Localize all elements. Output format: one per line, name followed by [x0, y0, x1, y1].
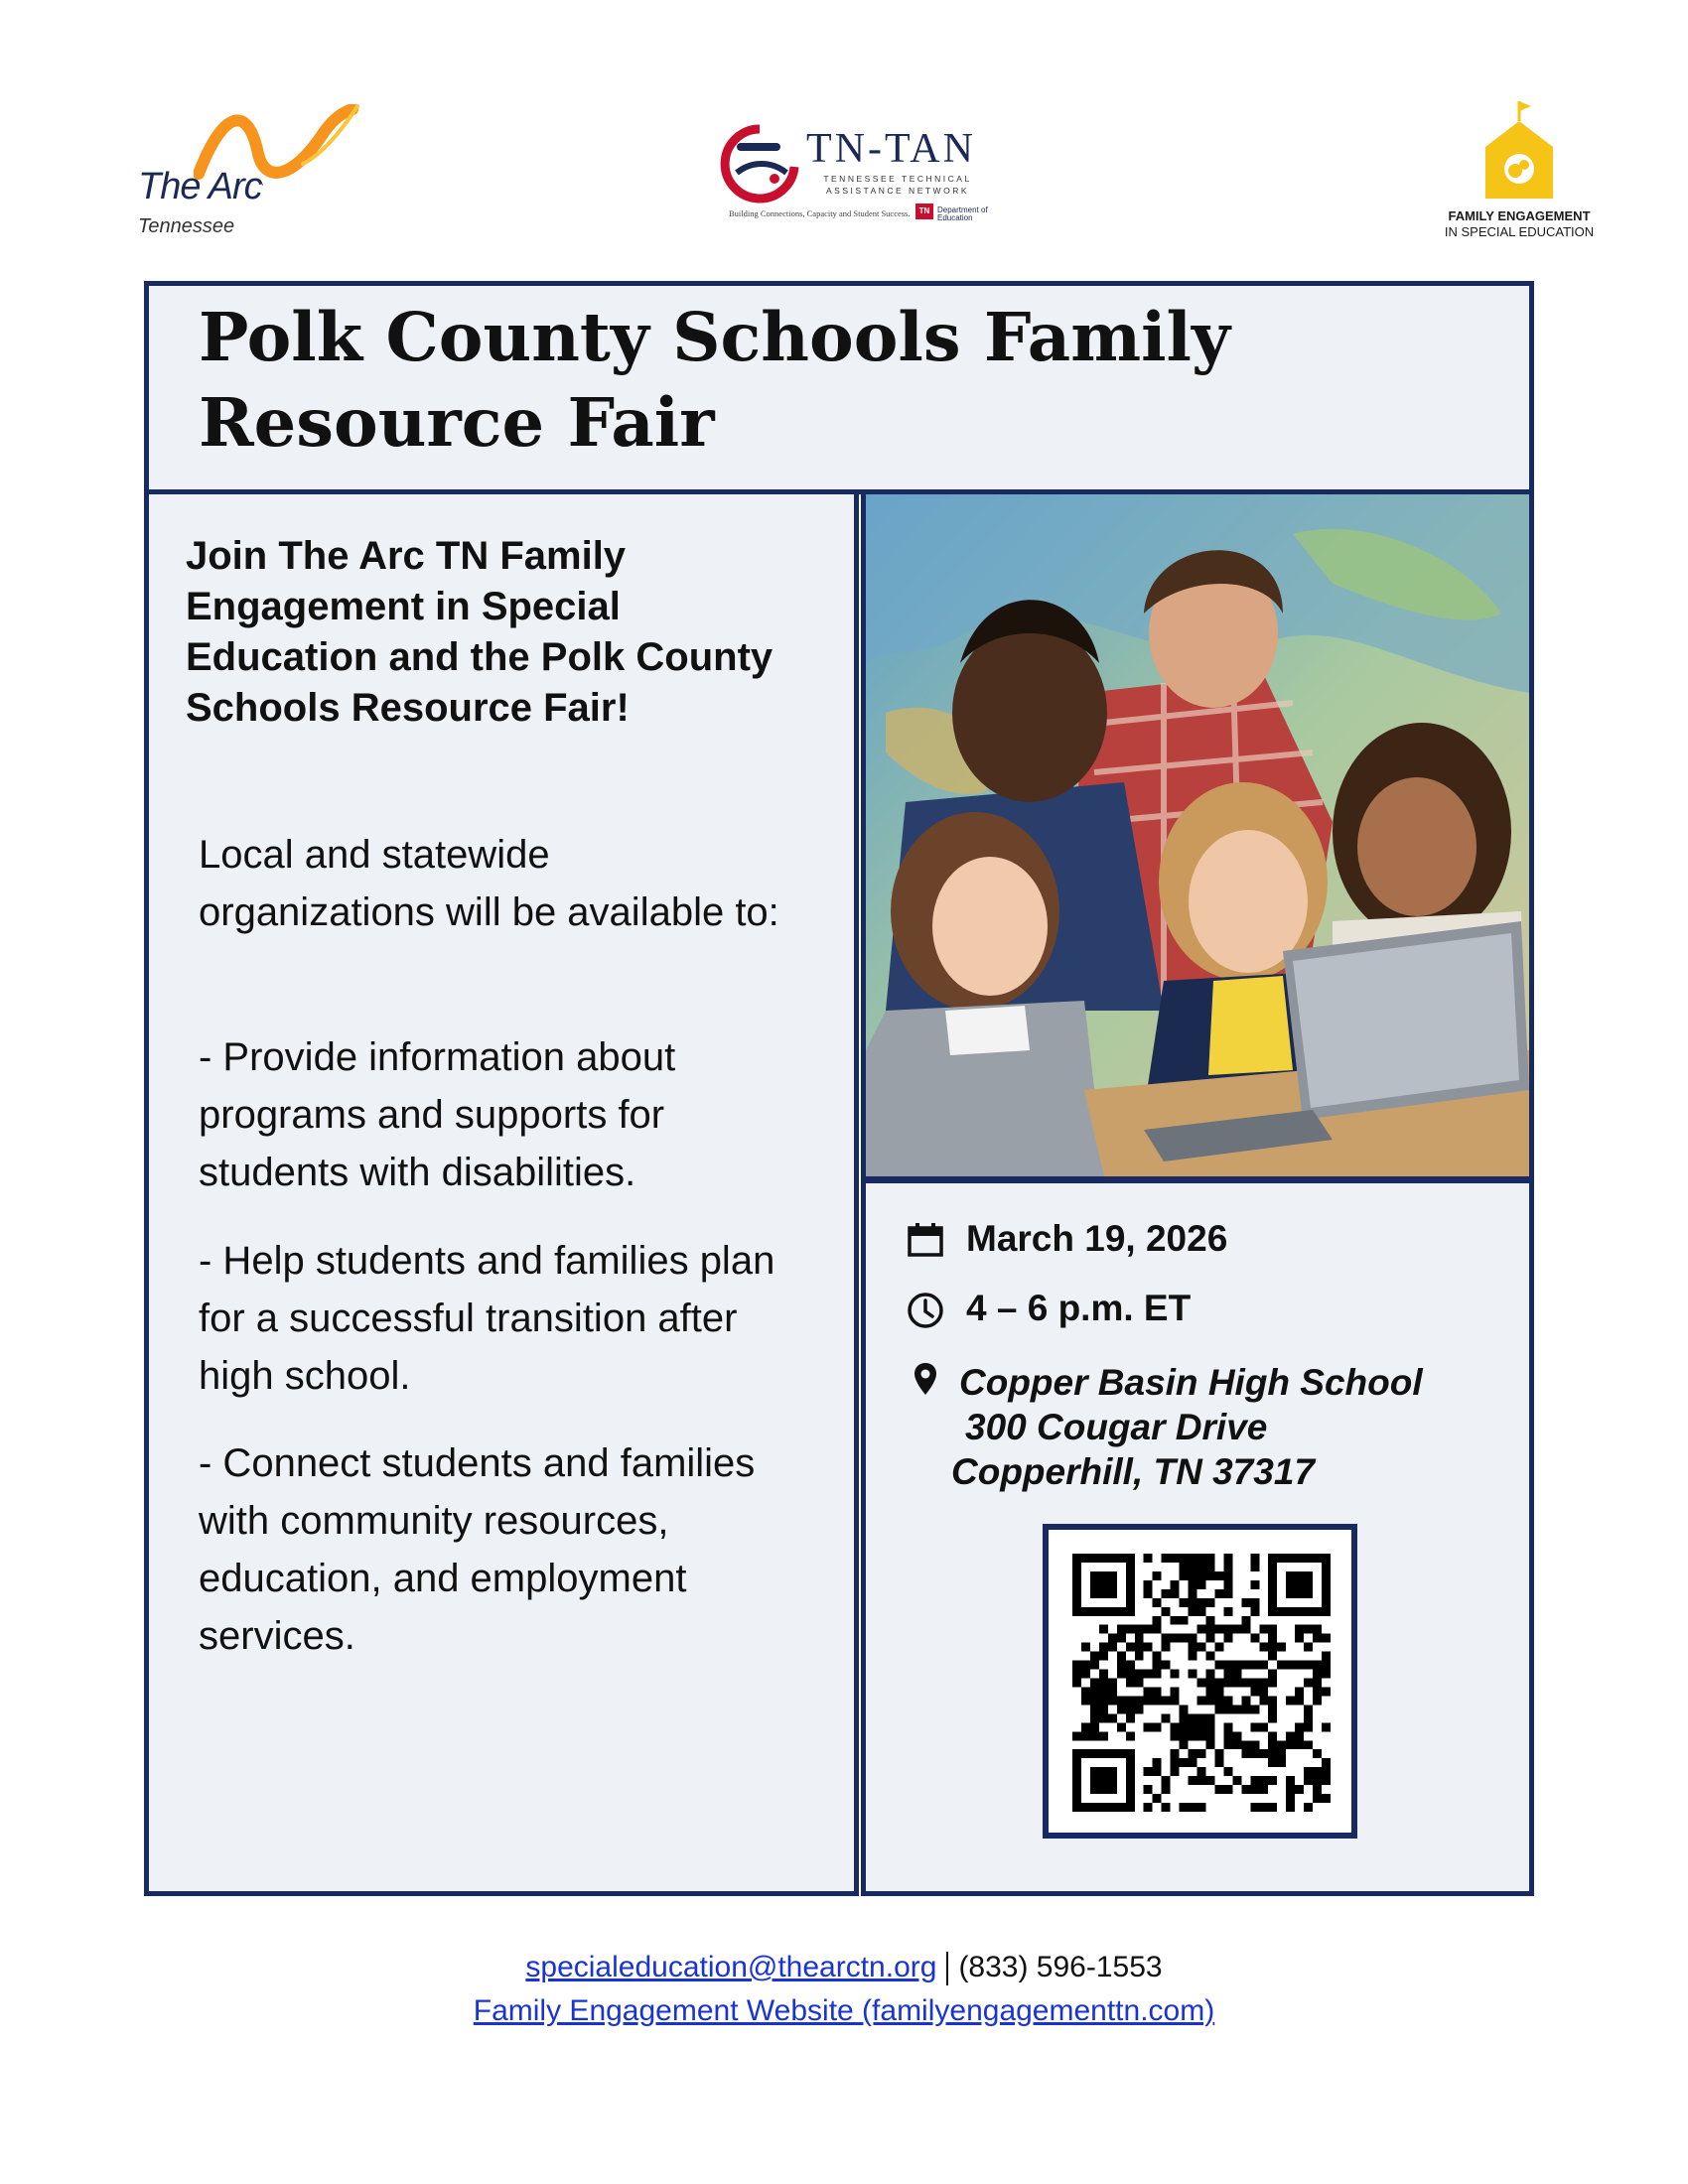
intro-text: Join The Arc TN Family Engagement in Special Education and the Polk County Schools Resource Fair!	[186, 534, 774, 730]
event-time-row	[907, 1288, 1502, 1329]
phone-number: (833) 596-1553	[958, 1951, 1163, 1983]
paragraph-connect: - Connect students and families with community resources, education, and employment services.	[199, 1441, 756, 1658]
qr-code[interactable]	[1043, 1524, 1357, 1839]
website-line	[0, 1989, 1688, 2033]
location-pin-icon	[914, 1362, 937, 1396]
arc-logo-state: Tennessee	[138, 215, 235, 237]
website-link[interactable]: Family Engagement Website (familyengagementtn.com)	[473, 1994, 1215, 2027]
event-address	[951, 1360, 1423, 1494]
paragraph-organizations: Local and statewide organizations will be available to:	[199, 833, 779, 934]
qr-code-icon	[1072, 1554, 1331, 1812]
event-date: March 19, 2026	[966, 1218, 1228, 1259]
paragraph-transition: - Help students and families plan for a successful transition after high school.	[199, 1239, 775, 1398]
city-state-zip: Copperhill, TN 37317	[951, 1451, 1315, 1492]
paragraph-provide-info: - Provide information about programs and supports for students with disabilities.	[199, 1035, 676, 1194]
event-date-row	[907, 1218, 1502, 1260]
family-engagement-logo-text: FAMILY ENGAGEMENT IN SPECIAL EDUCATION	[1444, 208, 1595, 239]
arc-logo-wordmark: The Arc.	[138, 166, 264, 207]
location-name: Copper Basin High School	[959, 1362, 1423, 1403]
the-arc-tennessee-logo	[134, 104, 362, 248]
email-link[interactable]: specialeducation@thearctn.org	[525, 1951, 937, 1983]
contact-line	[0, 1946, 1688, 1989]
students-photo	[861, 489, 1534, 1181]
tn-tan-tagline: Building Connections, Capacity and Student Success.	[729, 208, 911, 218]
tn-tan-subtitle: TENNESSEE TECHNICAL ASSISTANCE NETWORK	[823, 174, 972, 196]
schoolhouse-icon	[1479, 99, 1559, 204]
tn-tan-name: TN-TAN	[806, 126, 976, 172]
tn-tan-logo	[717, 121, 995, 230]
street-address: 300 Cougar Drive	[965, 1407, 1268, 1447]
tn-department-label: Department of Education	[937, 205, 988, 222]
page-title: Polk County Schools Family Resource Fair	[199, 298, 1230, 462]
students-at-laptop-image	[866, 494, 1529, 1176]
tn-tan-emblem-icon	[717, 121, 802, 206]
divider	[946, 1952, 948, 1985]
contact-footer	[0, 1946, 1688, 2033]
family-engagement-logo	[1440, 99, 1599, 248]
calendar-icon	[907, 1222, 944, 1260]
clock-icon	[907, 1292, 944, 1329]
tn-badge: TN	[915, 204, 933, 219]
event-time: 4 – 6 p.m. ET	[966, 1288, 1192, 1328]
